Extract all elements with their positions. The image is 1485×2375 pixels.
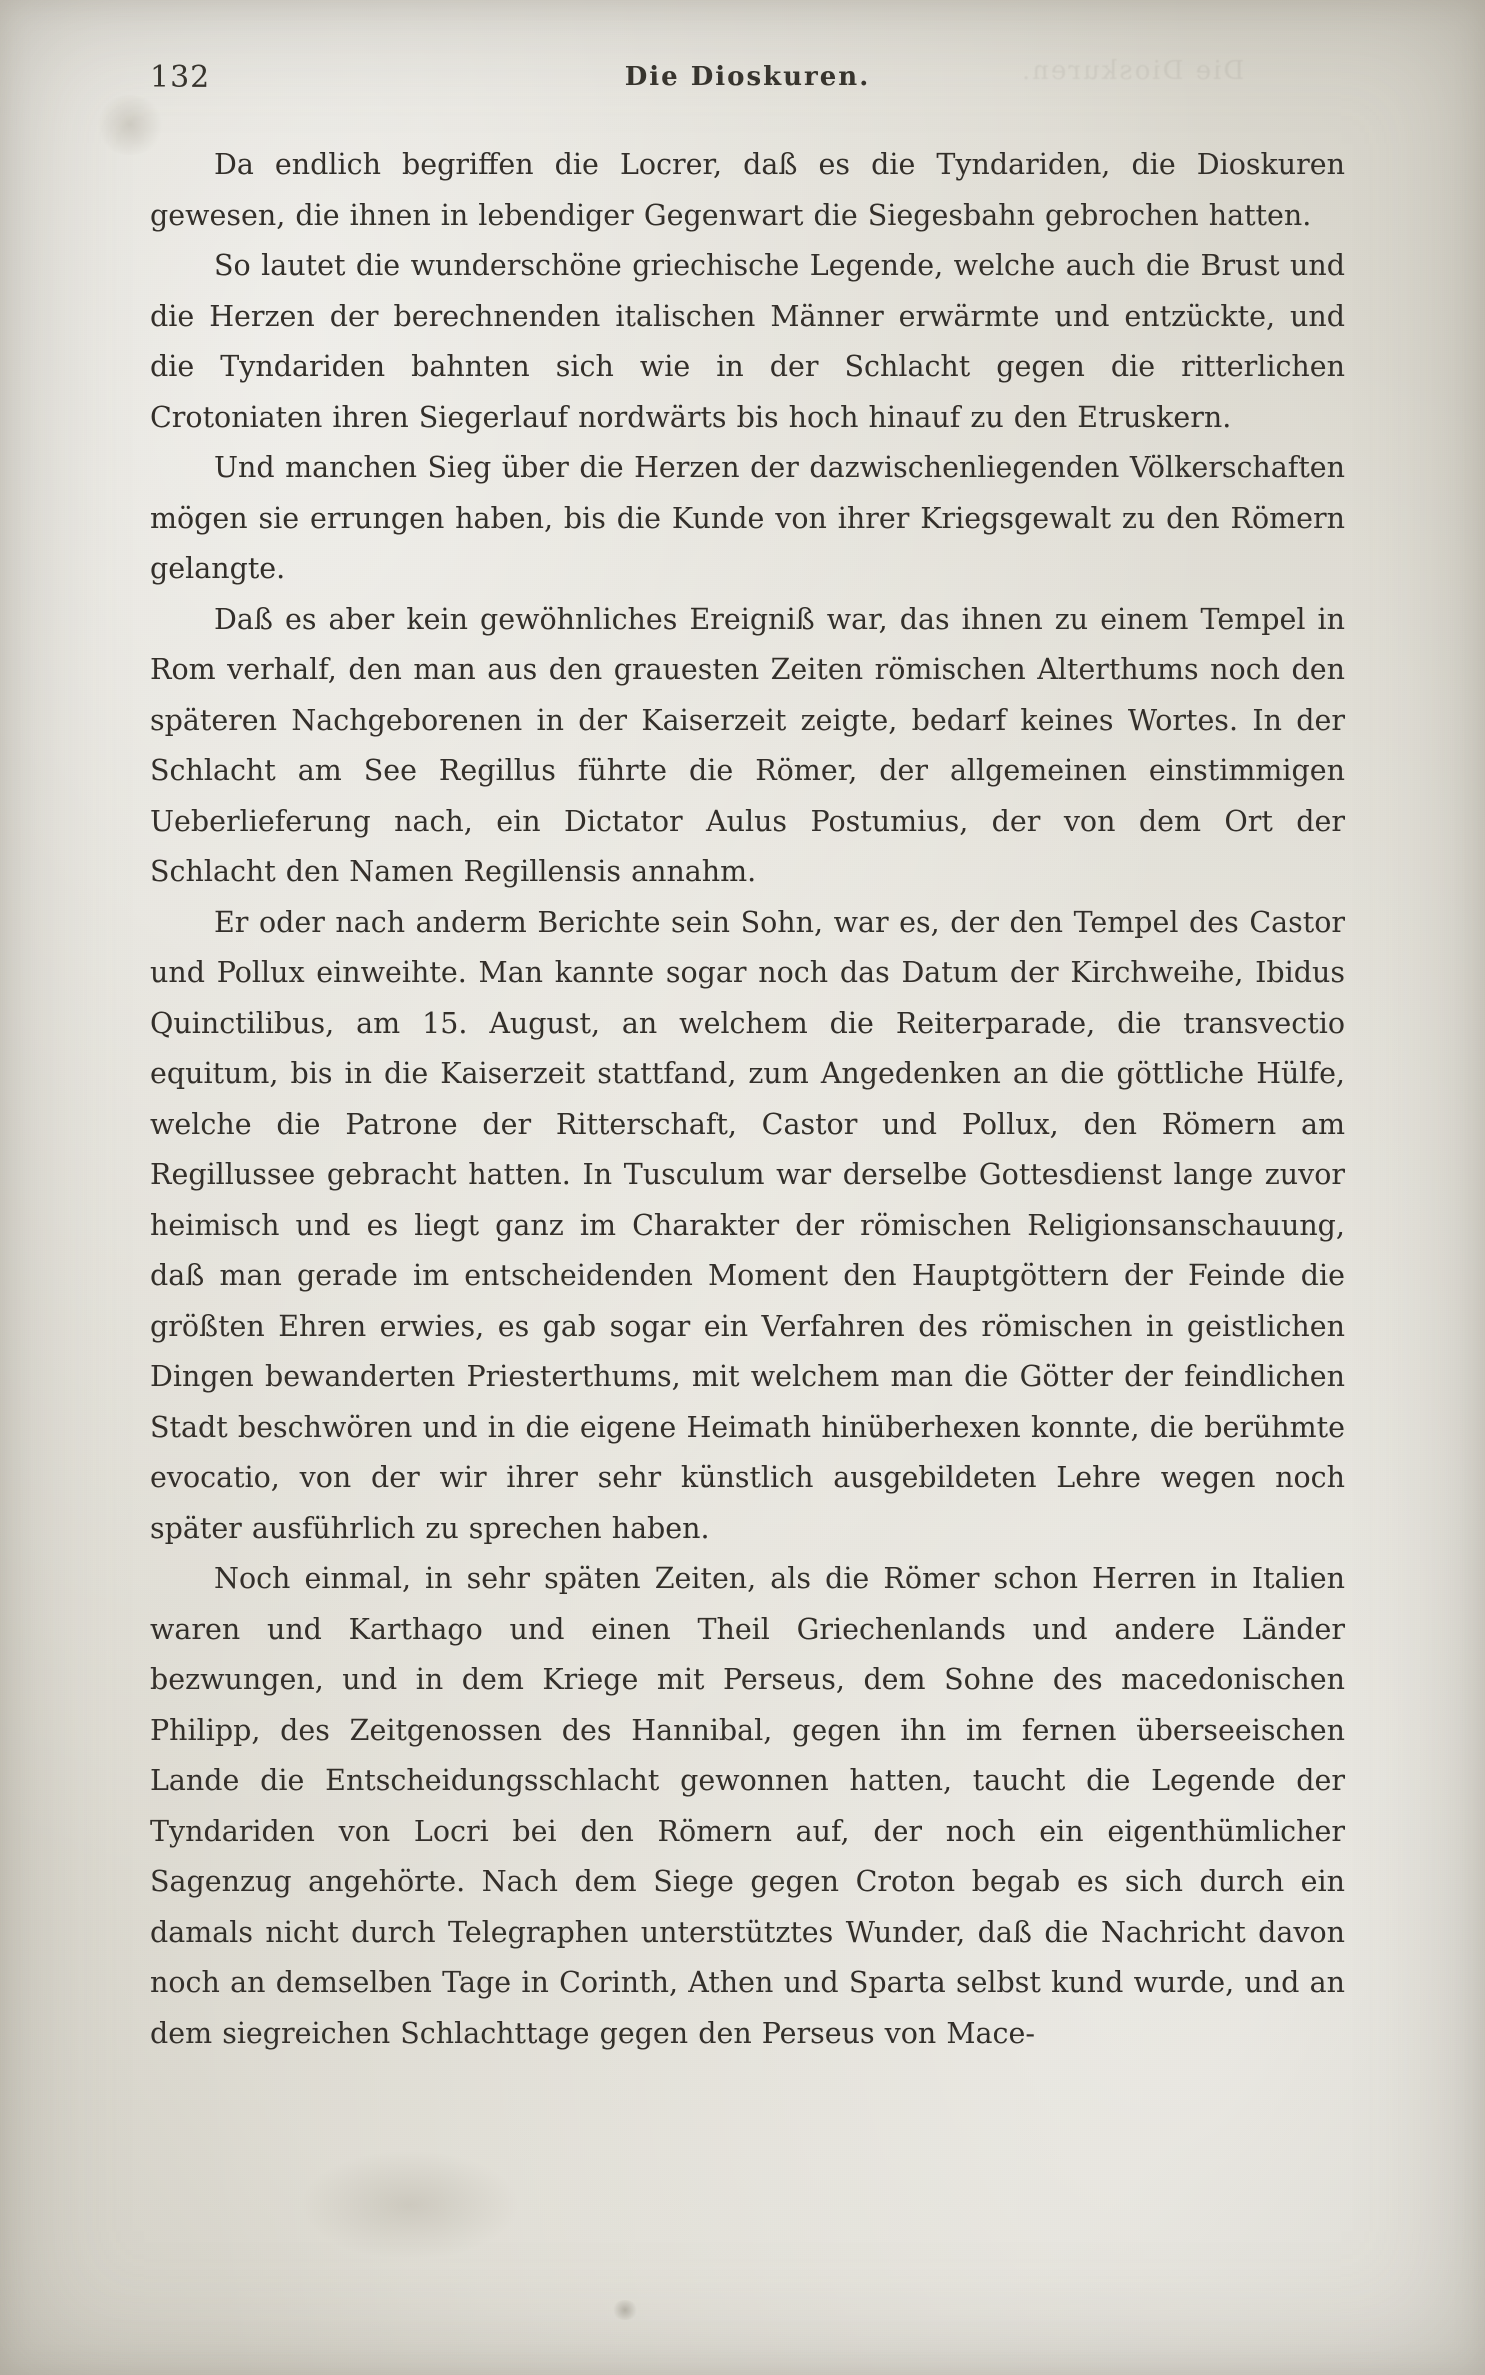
paragraph: Er oder nach anderm Berichte sein Sohn, war es, der den Tempel des Castor und Pollux einweihte. Man kannte sogar noch das Datum der Kirchweihe, Ibidus Quinctilibus, am 15. August, an welchem die Reiterparade, die transvectio equitum, bis in die Kaiserzeit stattfand, zum Angedenken an die göttliche Hülfe, welche die Patrone der Ritterschaft, Castor und Pollux, den Römern am Regillussee gebracht hatten. In Tusculum war derselbe Gottesdienst lange zuvor heimisch und es liegt ganz im Charakter der römischen Religionsanschauung, daß man gerade im entscheidenden Moment den Hauptgöttern der Feinde die größten Ehren erwies, es gab sogar ein Verfahren des römischen in geistlichen Dingen bewanderten Priesterthums, mit welchem man die Götter der feindlichen Stadt beschwören und in die eigene Heimath hinüberhexen konnte, die berühmte evocatio, von der wir ihrer sehr künstlich ausgebildeten Lehre wegen noch später ausführlich zu sprechen haben.	[150, 905, 1345, 1545]
paragraph: Noch einmal, in sehr späten Zeiten, als die Römer schon Herren in Italien waren und Karthago und einen Theil Griechenlands und andere Länder bezwungen, und in dem Kriege mit Perseus, dem Sohne des macedonischen Philipp, des Zeitgenossen des Hannibal, gegen ihn im fernen überseeischen Lande die Entscheidungsschlacht gewonnen hatten, taucht die Legende der Tyndariden von Locri bei den Römern auf, der noch ein eigenthümlicher Sagenzug angehörte. Nach dem Siege gegen Croton begab es sich durch ein damals nicht durch Telegraphen unterstütztes Wunder, daß die Nachricht davon noch an demselben Tage in Corinth, Athen und Sparta selbst kund wurde, und an dem siegreichen Schlachttage gegen den Perseus von Mace-	[150, 1562, 1345, 2050]
bleed-through-running-title: Die Dioskuren.	[1020, 56, 1245, 86]
page-body-text	[150, 140, 1345, 2059]
paper-stain-bottom-center	[300, 2150, 520, 2260]
paragraph: So lautet die wunderschöne griechische Legende, welche auch die Brust und die Herzen der berechnenden italischen Männer erwärmte und entzückte, und die Tyndariden bahnten sich wie in der Schlacht gegen die ritterlichen Crotoniaten ihren Siegerlauf nordwärts bis hoch hinauf zu den Etruskern.	[150, 249, 1345, 434]
paper-stain-bottom-dot	[612, 2300, 638, 2320]
page-header	[150, 60, 1345, 100]
paragraph: Da endlich begriffen die Locrer, daß es die Tyndariden, die Dioskuren gewesen, die ihnen in lebendiger Gegenwart die Siegesbahn gebrochen hatten.	[150, 148, 1345, 232]
running-title: Die Dioskuren.	[624, 62, 871, 92]
paragraph: Daß es aber kein gewöhnliches Ereigniß war, das ihnen zu einem Tempel in Rom verhalf, den man aus den grauesten Zeiten römischen Alterthums noch den späteren Nachgeborenen in der Kaiserzeit zeigte, bedarf keines Wortes. In der Schlacht am See Regillus führte die Römer, der allgemeinen einstimmigen Ueberlieferung nach, ein Dictator Aulus Postumius, der von dem Ort der Schlacht den Namen Regillensis annahm.	[150, 602, 1345, 888]
paragraph: Und manchen Sieg über die Herzen der dazwischenliegenden Völkerschaften mögen sie errungen haben, bis die Kunde von ihrer Kriegsgewalt zu den Römern gelangte.	[150, 451, 1345, 585]
page-number: 132	[150, 60, 211, 95]
